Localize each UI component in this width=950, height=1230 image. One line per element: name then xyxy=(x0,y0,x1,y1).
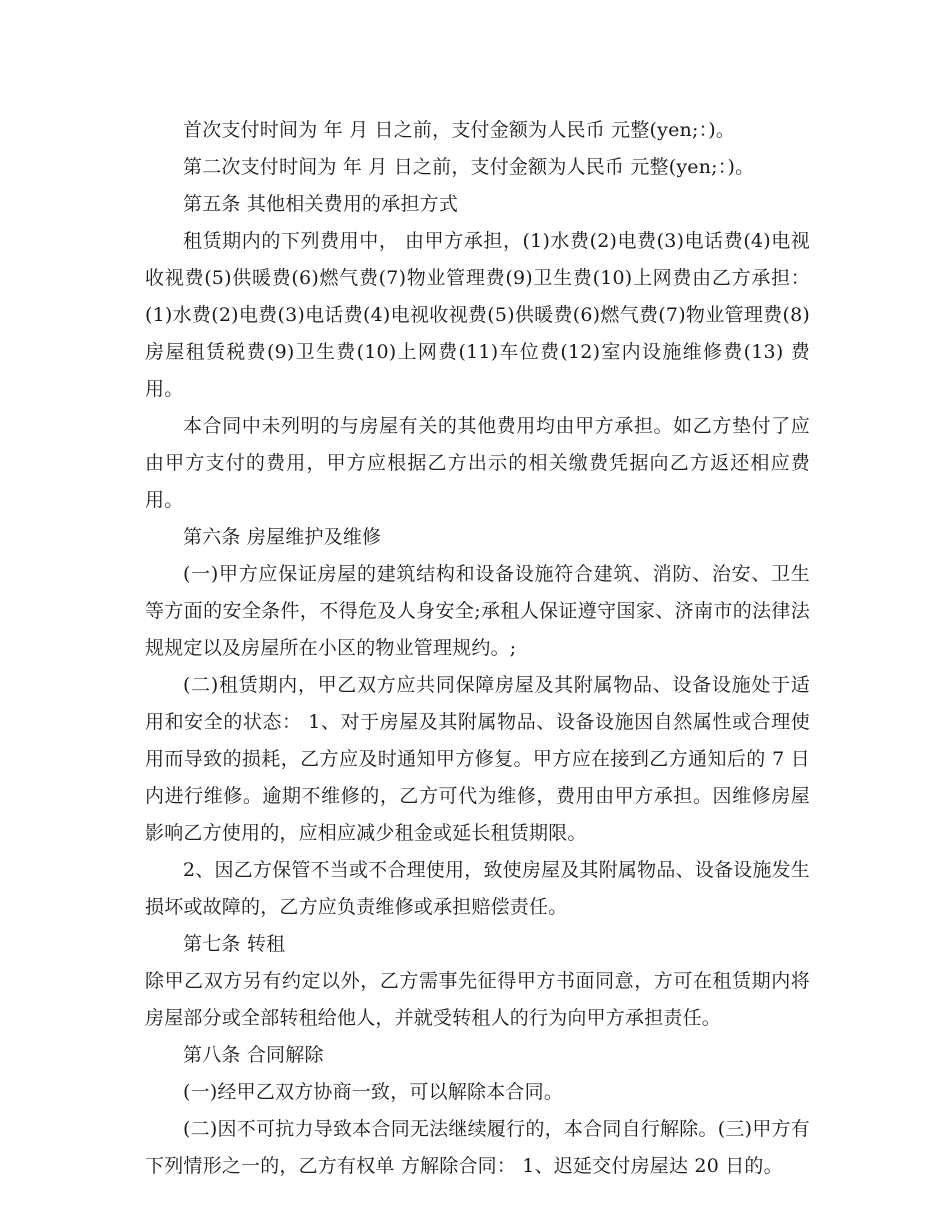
other-fees-paragraph: 本合同中未列明的与房屋有关的其他费用均由甲方承担。如乙方垫付了应由甲方支付的费用，甲方应根据乙方出示的相关缴费凭据向乙方返还相应费用。 xyxy=(145,415,810,511)
article-8-heading: 第八条 合同解除 xyxy=(183,1044,324,1066)
maintenance-clause-2-item-2: 2、因乙方保管不当或不合理使用，致使房屋及其附属物品、设备设施发生损坏或故障的，乙方应负责维修或承担赔偿责任。 xyxy=(145,859,810,918)
fees-allocation-paragraph: 租赁期内的下列费用中， 由甲方承担，(1)水费(2)电费(3)电话费(4)电视收视费(5)供暖费(6)燃气费(7)物业管理费(9)卫生费(10)上网费由乙方承担：(1)水费(2)电费(3)电话费(4)电视收视费(5)供暖费(6)燃气费(7)物业管理费(8)房屋租赁税费(9)卫生费(10)上网费(11)车位费(12)室内设施维修费(13) 费用。 xyxy=(145,230,810,400)
article-5-heading: 第五条 其他相关费用的承担方式 xyxy=(183,193,459,215)
second-payment-paragraph: 第二次支付时间为 年 月 日之前，支付金额为人民币 元整(yen;：)。 xyxy=(183,156,755,178)
termination-clause-2: (二)因不可抗力导致本合同无法继续履行的，本合同自行解除。(三)甲方有下列情形之一的，乙方有权单 方解除合同： 1、迟延交付房屋达 20 日的。 xyxy=(145,1118,810,1177)
document-body xyxy=(145,112,810,1185)
article-6-heading: 第六条 房屋维护及维修 xyxy=(183,526,382,548)
maintenance-clause-1: (一)甲方应保证房屋的建筑结构和设备设施符合建筑、消防、治安、卫生等方面的安全条件，不得危及人身安全;承租人保证遵守国家、济南市的法律法规规定以及房屋所在小区的物业管理规约。; xyxy=(145,563,810,659)
maintenance-clause-2: (二)租赁期内，甲乙双方应共同保障房屋及其附属物品、设备设施处于适用和安全的状态： 1、对于房屋及其附属物品、设备设施因自然属性或合理使用而导致的损耗，乙方应及时通知甲方修复。甲方应在接到乙方通知后的 7 日内进行维修。逾期不维修的，乙方可代为维修，费用由甲方承担。因维修房屋影响乙方使用的，应相应减少租金或延长租赁期限。 xyxy=(145,674,810,844)
article-7-heading: 第七条 转租 xyxy=(183,933,286,955)
first-payment-paragraph: 首次支付时间为 年 月 日之前，支付金额为人民币 元整(yen;：)。 xyxy=(183,119,736,141)
termination-clause-1: (一)经甲乙双方协商一致，可以解除本合同。 xyxy=(183,1081,564,1103)
sublease-paragraph: 除甲乙双方另有约定以外，乙方需事先征得甲方书面同意，方可在租赁期内将房屋部分或全部转租给他人，并就受转租人的行为向甲方承担责任。 xyxy=(145,970,810,1029)
